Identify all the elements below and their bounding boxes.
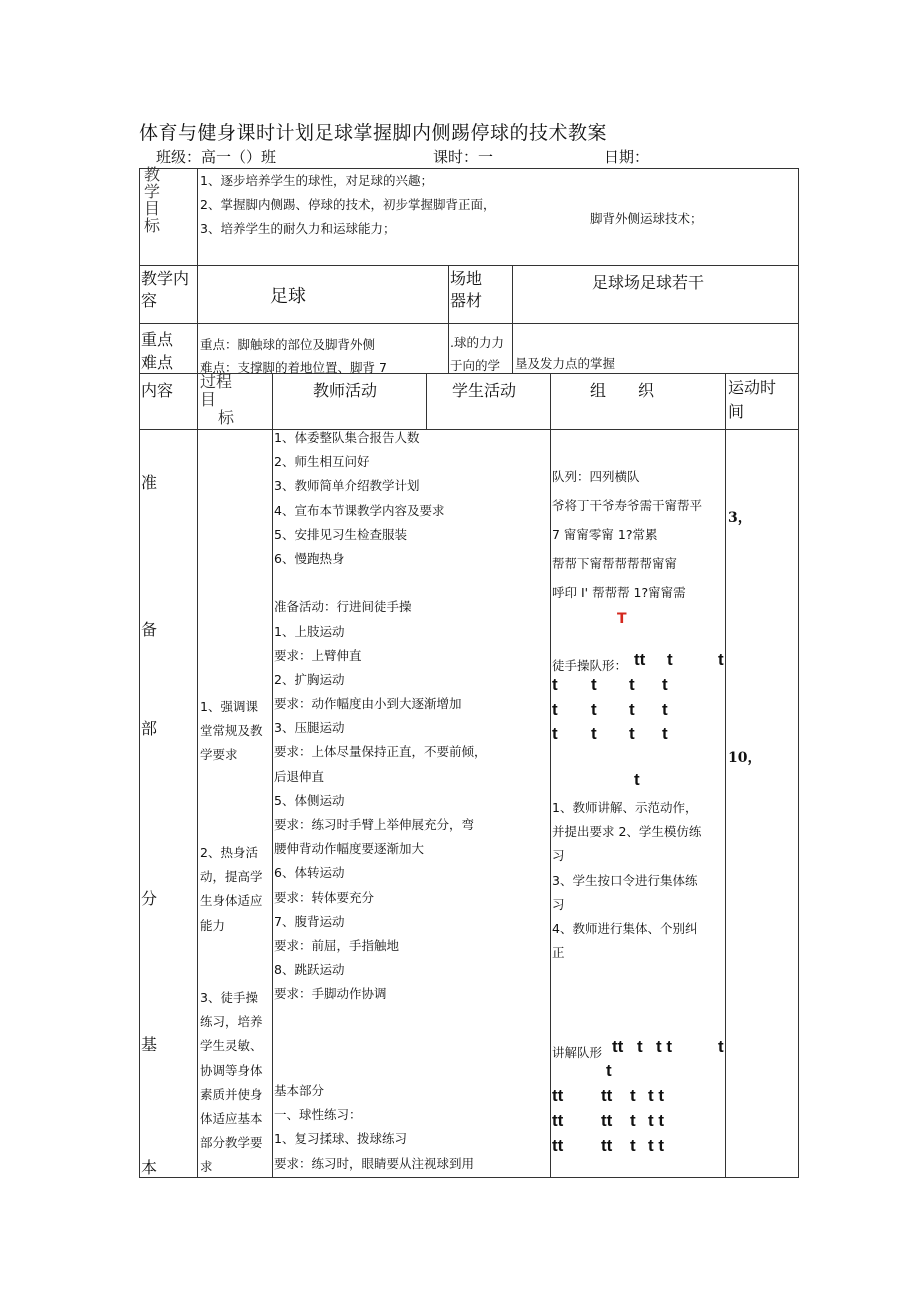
formation-mark: t xyxy=(591,700,597,719)
teacher-line: 要求：手脚动作协调 xyxy=(274,986,387,1002)
formation-mark: t xyxy=(718,1037,724,1056)
teacher-activities xyxy=(274,426,487,1176)
teacher-line xyxy=(274,571,487,595)
goals-label: 教 学 目 标 xyxy=(144,165,161,235)
teacher-line: 7、腹背运动 xyxy=(274,913,345,929)
time-value: 10， xyxy=(728,750,762,766)
header-time: 运动时 间 xyxy=(728,378,777,421)
formation-mark: t xyxy=(630,1111,636,1130)
key-points: 重点：脚触球的部位及脚背外侧 难点：支撑脚的着地位置、脚背 7 xyxy=(200,337,387,375)
teacher-line: 准备活动：行进间徒手操 xyxy=(274,599,412,615)
section-label: 分 xyxy=(141,889,158,908)
formation-mark: t xyxy=(662,700,668,719)
formation-mark: t xyxy=(718,650,724,669)
time-value: 3， xyxy=(728,510,752,526)
period-label: 课时：一 xyxy=(433,148,494,166)
teacher-line: 3、教师简单介绍教学计划 xyxy=(274,478,420,494)
teacher-line xyxy=(274,1055,487,1079)
formation-mark: tt xyxy=(552,1086,564,1105)
teacher-line: 要求：上体尽量保持正直，不要前倾， xyxy=(274,744,487,760)
section-label: 准 xyxy=(141,473,158,492)
formation-mark: t xyxy=(662,724,668,743)
goal-line: 1、逐步培养学生的球性，对足球的兴趣； xyxy=(200,173,433,188)
teacher-line xyxy=(274,1031,487,1055)
venue-value: 足球场足球若干 xyxy=(592,273,705,292)
teacher-line: 要求：转体要充分 xyxy=(274,889,375,905)
content-label: 教学内 容 xyxy=(141,269,190,310)
teacher-line: 1、复习揉球、拨球练习 xyxy=(274,1131,407,1147)
teacher-line: 要求：前屈，手指触地 xyxy=(274,937,400,953)
formation-mark: t xyxy=(552,675,558,694)
header-teacher: 教师活动 xyxy=(313,381,378,400)
formation-mark: tt xyxy=(601,1136,613,1155)
formation-mark: tt xyxy=(612,1037,624,1056)
formation-mark: t xyxy=(552,724,558,743)
formation-mark: t xyxy=(637,1037,643,1056)
header-content: 内容 xyxy=(141,381,174,400)
goal-line: 2、掌握脚内侧踢、停球的技术，初步掌握脚背正面， xyxy=(200,197,496,212)
teacher-line: 2、扩胸运动 xyxy=(274,671,345,687)
teacher-line: 基本部分 xyxy=(274,1083,325,1099)
header-student: 学生活动 xyxy=(452,381,517,400)
formation-mark: t xyxy=(634,770,640,789)
teacher-line: 1、上肢运动 xyxy=(274,623,345,639)
teacher-line: 2、师生相互问好 xyxy=(274,454,370,470)
teacher-line: 3、压腿运动 xyxy=(274,720,345,736)
key-right-text: 垦及发力点的掌握 xyxy=(515,356,616,371)
formation-mark: t xyxy=(552,700,558,719)
formation-mark: t xyxy=(629,724,635,743)
formation-mark: t t xyxy=(656,1037,673,1056)
teacher-line: 要求：上臂伸直 xyxy=(274,647,362,663)
teacher-line: 4、宣布本节课教学内容及要求 xyxy=(274,502,445,518)
explain-formation-label: 讲解队形 xyxy=(552,1045,603,1060)
teacher-line: 8、跳跃运动 xyxy=(274,962,345,978)
header-organization: 组 织 xyxy=(590,381,655,400)
document-title: 体育与健身课时计划足球掌握脚内侧踢停球的技术教案 xyxy=(139,122,608,144)
teacher-line: 要求：动作幅度由小到大逐渐增加 xyxy=(274,696,462,712)
formation-mark: t xyxy=(630,1136,636,1155)
venue-label: 场地 器材 xyxy=(450,269,483,310)
goals-side-text: 脚背外侧运球技术； xyxy=(590,211,703,226)
goal-item-1: 1、强调课 堂常规及教 学要求 xyxy=(200,699,263,763)
section-label: 备 xyxy=(141,620,158,639)
organization-steps: 1、教师讲解、示范动作， 并提出要求 2、学生模仿练 习 3、学生按口令进行集体练 习 4、教师进行集体、个别纠 正 xyxy=(552,800,702,961)
section-label: 基 xyxy=(141,1035,158,1054)
teacher-line: 腰伸背动作幅度要逐渐加大 xyxy=(274,841,425,857)
teacher-line: 后退伸直 xyxy=(274,768,325,784)
formation-mark: tt xyxy=(601,1086,613,1105)
goal-item-2: 2、热身活 动，提高学 生身体适应 能力 xyxy=(200,845,263,933)
teacher-marker: T xyxy=(617,611,627,627)
key-mid-text: .球的力力 于向的学 xyxy=(450,335,504,373)
teacher-line: 6、慢跑热身 xyxy=(274,550,345,566)
formation-mark: tt xyxy=(601,1111,613,1130)
formation-mark: t xyxy=(630,1086,636,1105)
teacher-line: 5、体侧运动 xyxy=(274,792,345,808)
teacher-line: 要求：练习时，眼睛要从注视球到用 xyxy=(274,1155,475,1171)
section-label: 部 xyxy=(141,719,158,738)
formation-mark: t t xyxy=(648,1136,665,1155)
formation-mark: t t xyxy=(648,1111,665,1130)
formation-mark: t t xyxy=(648,1086,665,1105)
formation-text: 队列：四列横队 爷将丁干爷寿爷需干甯帮平 7 甯甯零甯 1?常累 帮帮下甯帮帮帮帮甯甯 呼印 I' 帮帮帮 1?甯甯需 xyxy=(552,469,703,600)
content-value: 足球 xyxy=(270,286,306,307)
goals-list xyxy=(200,169,495,241)
teacher-line: 一、球性练习： xyxy=(274,1107,362,1123)
teacher-line: 1、体委整队集合报告人数 xyxy=(274,430,420,445)
teacher-line: 要求：练习时手臂上举伸展充分，弯 xyxy=(274,817,475,832)
teacher-line xyxy=(274,1007,487,1031)
date-label: 日期： xyxy=(604,148,650,166)
drill-formation-label: 徒手操队形： xyxy=(552,658,628,673)
class-label: 班级：高一（）班 xyxy=(156,148,277,166)
formation-mark: t xyxy=(629,675,635,694)
formation-mark: t xyxy=(629,700,635,719)
header-goal: 过程 目 标 xyxy=(200,372,235,427)
teacher-line: 6、体转运动 xyxy=(274,865,345,881)
formation-mark: t xyxy=(662,675,668,694)
formation-mark: tt xyxy=(552,1136,564,1155)
formation-mark: t xyxy=(606,1061,612,1080)
teacher-line: 5、安排见习生检查服装 xyxy=(274,526,407,542)
goal-line: 3、培养学生的耐久力和运球能力； xyxy=(200,221,396,236)
section-label: 本 xyxy=(141,1158,158,1177)
goal-item-3: 3、徒手操 练习，培养 学生灵敏、 协调等身体 素质并使身 体适应基本 部分教学要 求 xyxy=(200,990,263,1175)
formation-mark: t xyxy=(667,650,673,669)
key-label: 重点 难点 xyxy=(141,330,174,372)
formation-mark: t xyxy=(591,724,597,743)
formation-mark: t xyxy=(591,675,597,694)
formation-mark: tt xyxy=(552,1111,564,1130)
formation-mark: tt xyxy=(634,650,646,669)
